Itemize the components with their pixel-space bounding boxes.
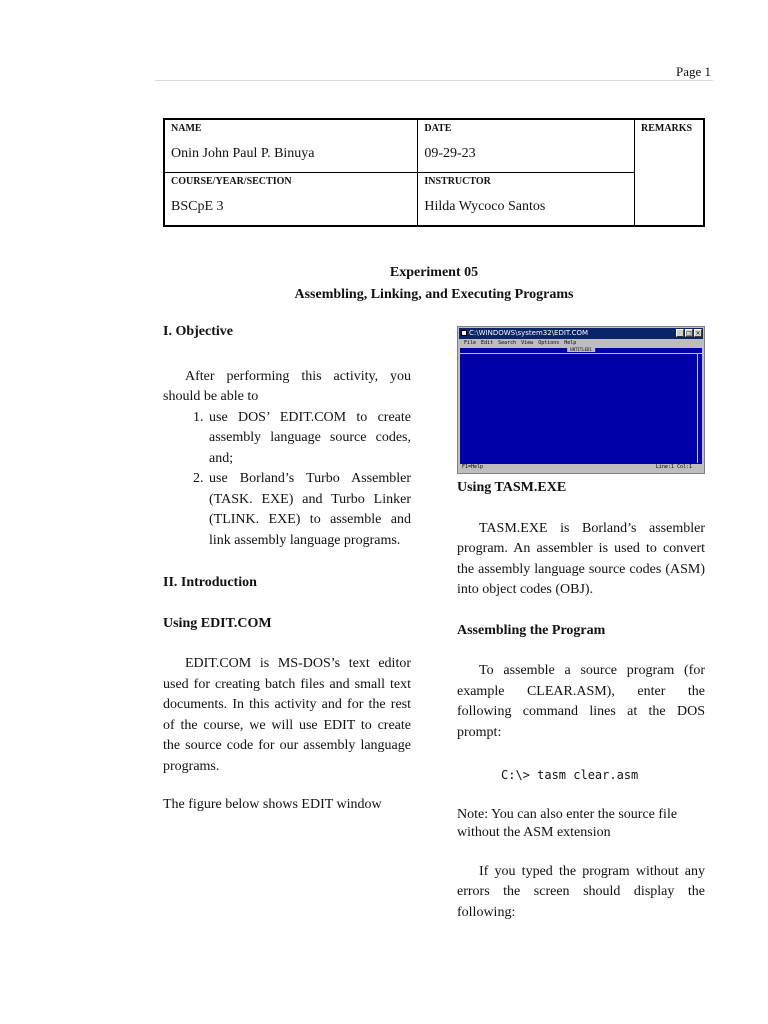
note-paragraph: Note: You can also enter the source file without the ASM extension [457,806,678,840]
introduction-heading: II. Introduction [163,575,257,590]
remarks-cell [635,119,705,226]
maximize-icon: □ [686,330,692,337]
dos-scrollbar [697,354,702,463]
objectives-list [163,408,411,552]
dos-app-icon [461,330,467,336]
edit-com-heading: Using EDIT.COM [163,615,272,631]
tasm-paragraph: TASM.EXE is Borland’s assembler program. An assembler is used to convert the assembly language source codes (ASM) into object codes (OBJ). [457,520,705,597]
dos-status-help: F1=Help [462,464,484,470]
name-label: NAME [171,123,202,134]
left-column [163,322,411,816]
document-title [163,262,705,306]
dos-filename: UNTITLED1 [567,347,595,352]
assembling-paragraph: To assemble a source program (for example CLEAR.ASM), enter the following command lines at the DOS prompt: [457,663,705,740]
objective-intro: After performing this activity, you should be able to [163,368,411,404]
instructor-value: Hilda Wycoco Santos [424,199,546,214]
menu-edit: Edit [481,340,494,346]
menu-file: File [464,340,477,346]
remarks-label: REMARKS [641,123,693,134]
page-header [155,60,713,81]
objective-item-1: 1. use DOS’ EDIT.COM to create assembly language source codes, and; [207,408,411,470]
course-cell [164,173,418,227]
edit-com-paragraph: EDIT.COM is MS-DOS’s text editor used for creating batch files and small text documents. In this activity and for the rest of the course, we will use EDIT to create the source code for our assembly language programs. [163,656,411,774]
tasm-heading: Using TASM.EXE [457,480,567,495]
course-label: COURSE/YEAR/SECTION [171,176,292,187]
instructor-cell [418,173,635,227]
student-info-table [163,118,705,227]
date-label: DATE [424,123,452,134]
instructor-label: INSTRUCTOR [424,176,491,187]
date-cell [418,119,635,173]
dos-status-position: Line:1 Col:1 [655,464,692,470]
objective-item-2: 2. use Borland’s Turbo Assembler (TASK. EXE) and Turbo Linker (TLINK. EXE) to assemble and link assembly language programs. [207,469,411,551]
edit-window-titlebar [459,328,703,339]
window-controls [676,329,702,337]
menu-search: Search [498,340,517,346]
edit-window-title: C:\WINDOWS\system32\EDIT.COM [469,329,589,337]
close-icon: × [695,330,701,337]
page-number: Page 1 [675,64,711,79]
menu-help: Help [564,340,577,346]
dos-menu-bar [460,340,702,347]
name-cell [164,119,418,173]
minimize-icon: _ [676,329,684,337]
figure-caption: The figure below shows EDIT window [163,797,382,812]
dos-status-bar [460,464,702,471]
name-value: Onin John Paul P. Binuya [171,146,315,161]
right-column [457,322,705,923]
menu-view: View [521,340,534,346]
dos-editor-area [460,340,702,471]
menu-options: Options [538,340,560,346]
course-value: BSCpE 3 [171,199,224,214]
edit-window-screenshot [457,326,705,474]
experiment-number: Experiment 05 [389,265,479,280]
experiment-title: Assembling, Linking, and Executing Programs [294,287,574,302]
date-value: 09-29-23 [424,146,476,161]
objective-heading: I. Objective [163,324,233,339]
assembling-heading: Assembling the Program [457,622,606,638]
tasm-command: C:\> tasm clear.asm [501,768,639,782]
success-paragraph: If you typed the program without any errors the screen should display the following: [457,863,705,920]
